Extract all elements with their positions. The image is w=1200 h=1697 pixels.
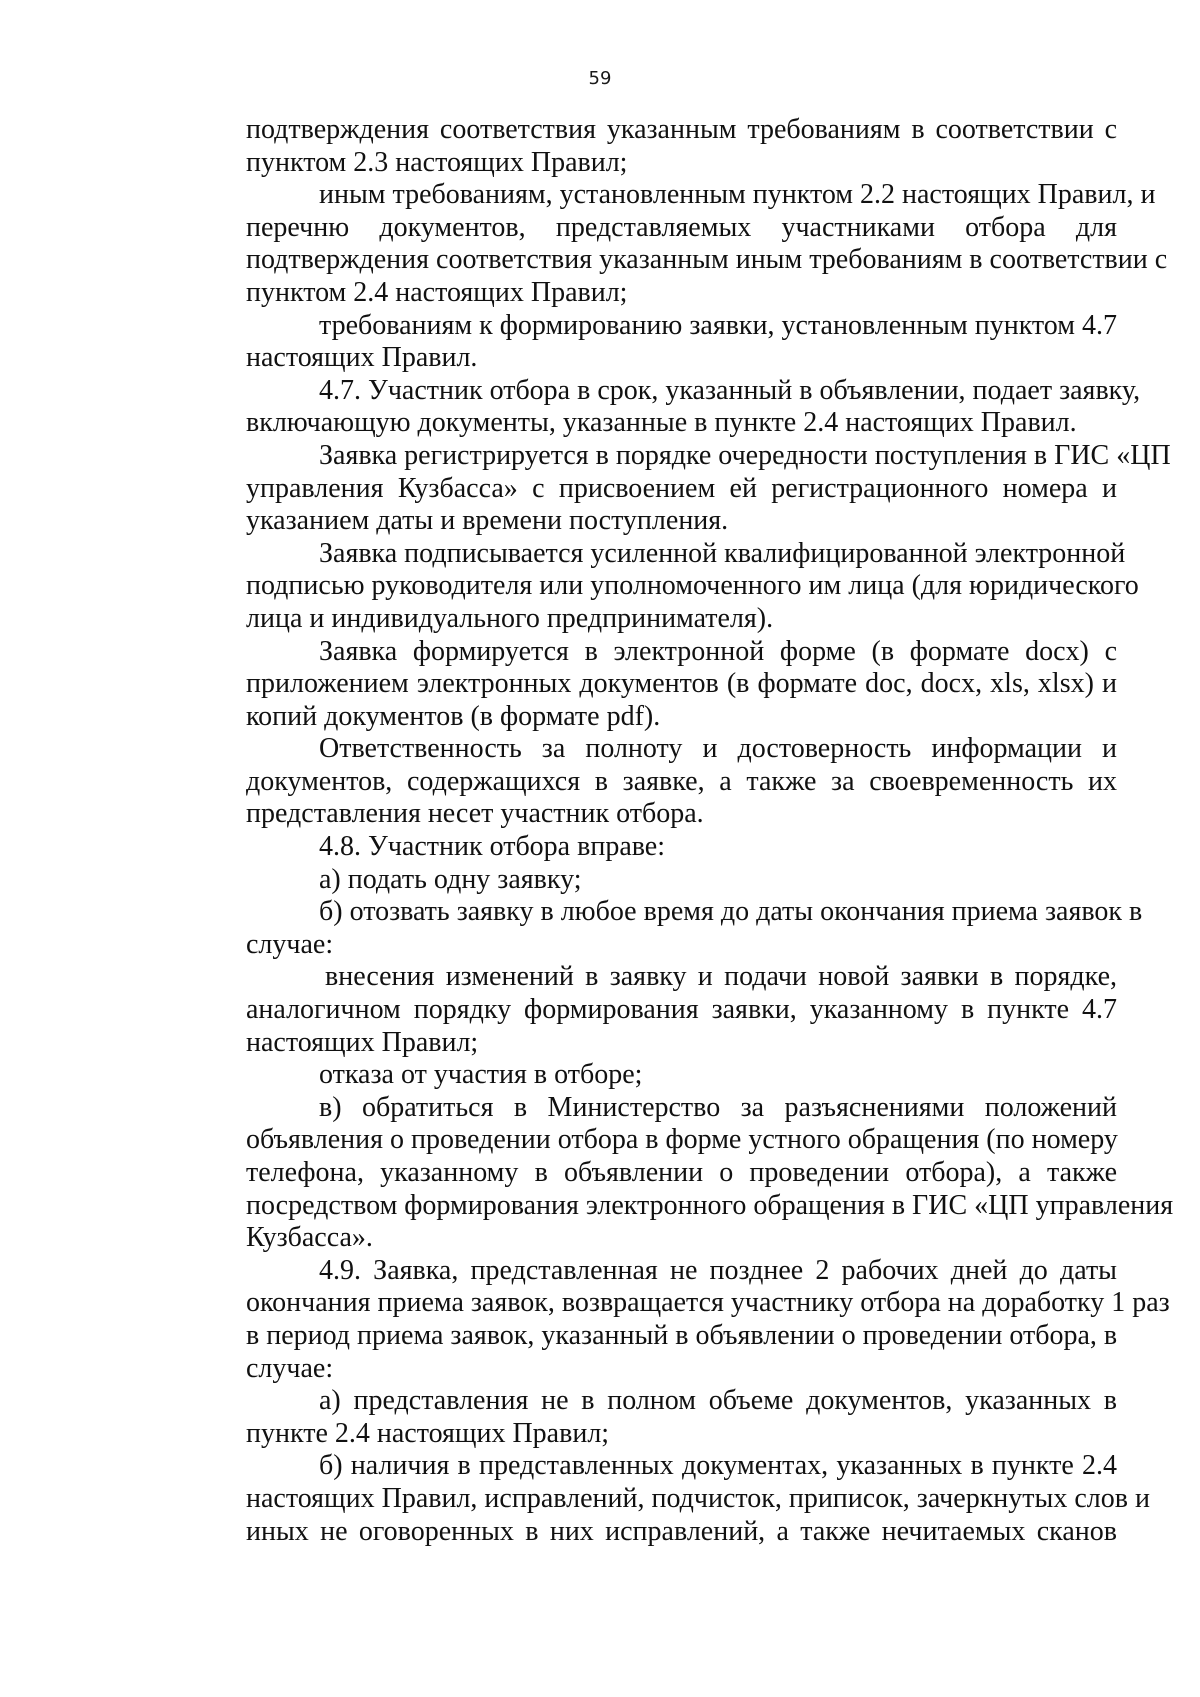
text-line: в) обратиться в Министерство за разъяснениями положений (319, 1091, 1117, 1123)
text-line: случае: (246, 928, 334, 960)
text-line: настоящих Правил; (246, 1026, 479, 1058)
text-line: лица и индивидуального предпринимателя). (246, 602, 774, 634)
paragraph (173, 896, 1143, 961)
paragraph (173, 831, 1117, 864)
text-line: настоящих Правил. (246, 342, 478, 374)
paragraph (173, 1385, 1117, 1450)
text-line: копий документов (в формате pdf). (246, 700, 661, 732)
text-line: а) подать одну заявку; (319, 863, 582, 895)
text-line: 4.9. Заявка, представленная не позднее 2 рабочих дней до даты (319, 1254, 1117, 1286)
paragraph (173, 1091, 1174, 1255)
text-line: Заявка регистрируется в порядке очередности поступления в ГИС «ЦП (319, 439, 1171, 471)
page-number: 59 (588, 68, 612, 89)
paragraph (173, 636, 1117, 734)
paragraph (173, 961, 1117, 1059)
text-line: подтверждения соответствия указанным требованиям в соответствии с (246, 114, 1117, 145)
text-line: б) отозвать заявку в любое время до даты окончания приема заявок в (319, 896, 1143, 928)
text-line: объявления о проведении отбора в форме устного обращения (по номеру (246, 1124, 1118, 1156)
paragraph (173, 310, 1117, 375)
text-line: документов, содержащихся в заявке, а также за своевременность их (246, 765, 1117, 797)
text-line: в период приема заявок, указанный в объявлении о проведении отбора, в (246, 1319, 1118, 1351)
text-line: подписью руководителя или уполномоченного им лица (для юридического (246, 570, 1139, 602)
document-body (173, 114, 1174, 1548)
text-line: окончания приема заявок, возвращается участнику отбора на доработку 1 раз (246, 1287, 1170, 1319)
text-line: а) представления не в полном объеме документов, указанных в (319, 1385, 1117, 1417)
paragraph (173, 114, 1117, 179)
text-line: Заявка подписывается усиленной квалифицированной электронной (319, 537, 1126, 569)
text-line: пунктом 2.3 настоящих Правил; (246, 146, 628, 178)
text-line: телефона, указанному в объявлении о проведении отбора), а также (246, 1157, 1117, 1188)
text-line: иных не оговоренных в них исправлений, а также нечитаемых сканов (246, 1515, 1117, 1547)
text-line: 4.7. Участник отбора в срок, указанный в объявлении, подает заявку, (319, 374, 1141, 406)
text-line: случае: (246, 1352, 334, 1384)
text-line: 4.8. Участник отбора вправе: (319, 831, 666, 863)
paragraph (173, 733, 1117, 831)
paragraph (173, 179, 1168, 309)
paragraph (173, 537, 1139, 636)
paragraph (173, 374, 1141, 440)
text-line: перечню документов, представляемых участниками отбора для (246, 211, 1117, 243)
text-line: аналогичном порядку формирования заявки, указанному в пункте 4.7 (246, 994, 1117, 1026)
paragraph (173, 1059, 1117, 1092)
text-line: приложением электронных документов (в формате doc, docx, xls, xlsx) и (246, 668, 1117, 700)
text-line: настоящих Правил, исправлений, подчисток, приписок, зачеркнутых слов и (246, 1482, 1150, 1514)
text-line: требованиям к формированию заявки, установленным пунктом 4.7 (319, 309, 1117, 341)
text-line: посредством формирования электронного обращения в ГИС «ЦП управления (246, 1189, 1174, 1221)
text-line: включающую документы, указанные в пункте 2.4 настоящих Правил. (246, 407, 1077, 439)
paragraph (173, 864, 1117, 897)
paragraph (173, 439, 1171, 538)
text-line: управления Кузбасса» с присвоением ей регистрационного номера и (246, 472, 1117, 504)
text-line: представления несет участник отбора. (246, 798, 704, 830)
text-line: Кузбасса». (246, 1222, 373, 1254)
text-line: пункте 2.4 настоящих Правил; (246, 1417, 610, 1449)
text-line: Заявка формируется в электронной форме (в формате docx) с (319, 635, 1117, 667)
text-line: подтверждения соответствия указанным иным требованиям в соответствии с (246, 244, 1168, 276)
text-line: иным требованиям, установленным пунктом 2.2 настоящих Правил, и (319, 179, 1156, 211)
text-line: б) наличия в представленных документах, указанных в пункте 2.4 (319, 1450, 1117, 1482)
paragraph (173, 1450, 1150, 1548)
text-line: отказа от участия в отборе; (319, 1059, 643, 1091)
paragraph (173, 1254, 1170, 1385)
text-line: внесения изменений в заявку и подачи новой заявки в порядке, (325, 961, 1117, 993)
text-line: Ответственность за полноту и достоверность информации и (319, 733, 1117, 765)
text-line: пунктом 2.4 настоящих Правил; (246, 276, 628, 308)
text-line: указанием даты и времени поступления. (246, 505, 729, 537)
